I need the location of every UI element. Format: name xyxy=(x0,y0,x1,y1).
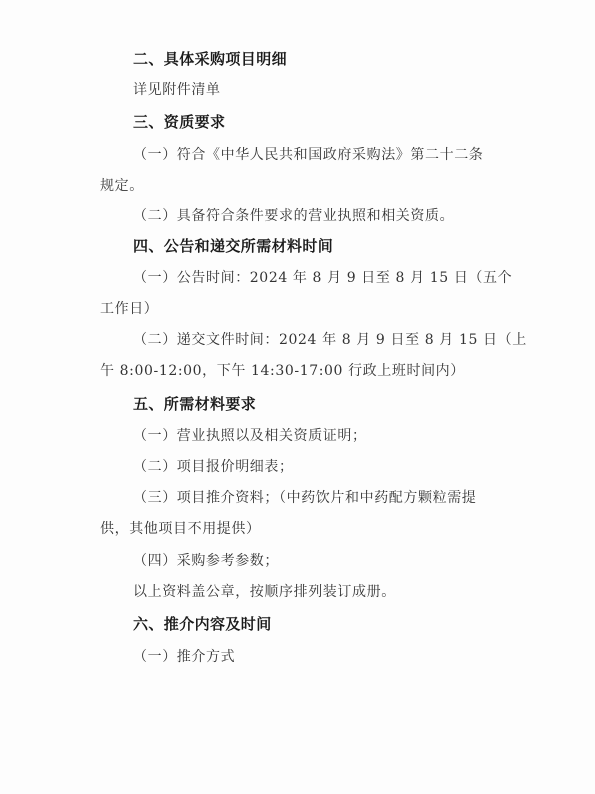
section-4-heading: 四、公告和递交所需材料时间 xyxy=(133,237,334,255)
section-3-line-2: 规定。 xyxy=(100,178,144,194)
section-5-line-3: （三）项目推介资料；（中药饮片和中药配方颗粒需提 xyxy=(133,490,477,506)
section-5-line-4: 供，其他项目不用提供） xyxy=(100,521,261,537)
section-4-line-1: （一）公告时间：2024 年 8 月 9 日至 8 月 15 日（五个 xyxy=(133,270,513,286)
section-6-heading: 六、推介内容及时间 xyxy=(133,615,272,633)
section-2-line-1: 详见附件清单 xyxy=(133,82,221,98)
section-4-line-3: （二）递交文件时间：2024 年 8 月 9 日至 8 月 15 日（上 xyxy=(133,332,527,348)
section-5-heading: 五、所需材料要求 xyxy=(133,395,257,413)
section-3-heading: 三、资质要求 xyxy=(133,113,226,131)
section-6-line-1: （一）推介方式 xyxy=(133,649,236,665)
section-3-line-1: （一）符合《中华人民共和国政府采购法》第二十二条 xyxy=(133,147,484,163)
section-3-line-3: （二）具备符合条件要求的营业执照和相关资质。 xyxy=(133,208,455,224)
section-4-line-2: 工作日） xyxy=(100,301,159,317)
section-5-line-6: 以上资料盖公章，按顺序排列装订成册。 xyxy=(133,584,396,600)
section-5-line-5: （四）采购参考参数； xyxy=(133,553,279,569)
section-5-line-2: （二）项目报价明细表； xyxy=(133,459,294,475)
section-5-line-1: （一）营业执照以及相关资质证明； xyxy=(133,428,367,444)
section-4-line-4: 午 8:00-12:00，下午 14:30-17:00 行政上班时间内） xyxy=(100,363,465,379)
section-2-heading: 二、具体采购项目明细 xyxy=(133,50,288,68)
